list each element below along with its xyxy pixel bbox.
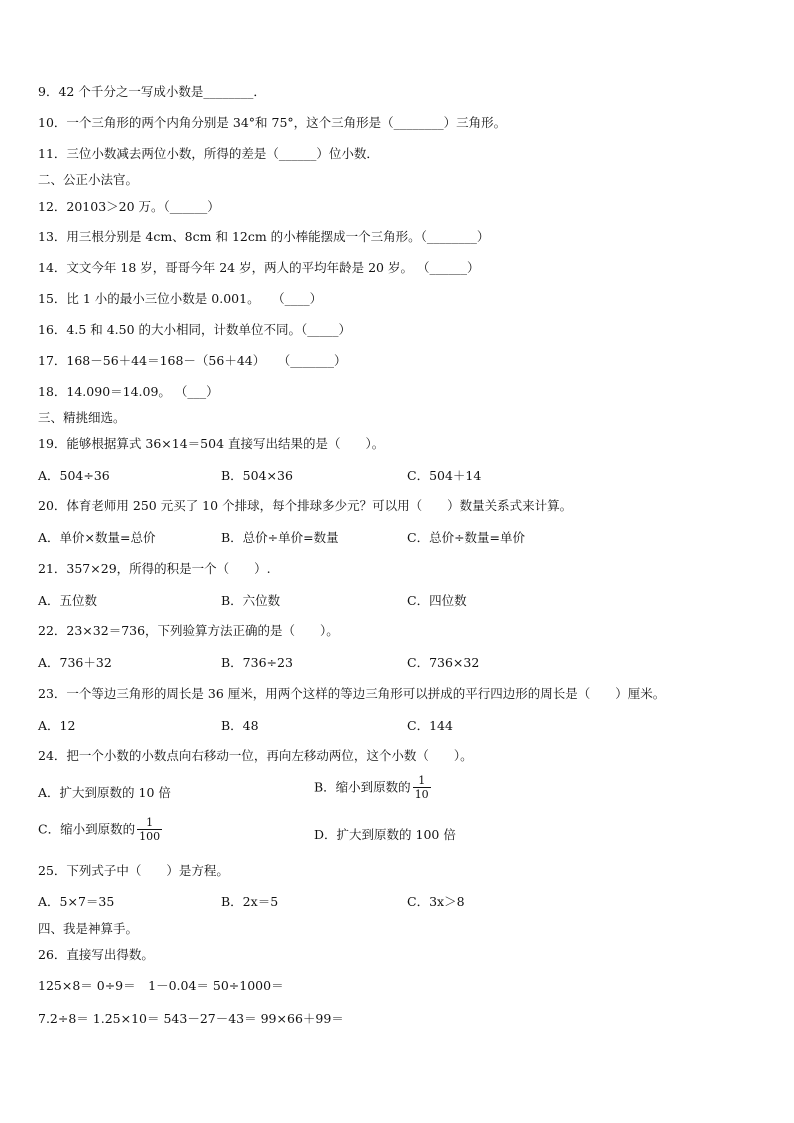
option-25-b: B．2x＝5 bbox=[221, 894, 279, 909]
question-9: 9．42 个千分之一写成小数是________． bbox=[38, 84, 266, 99]
option-19-a: A．504÷36 bbox=[38, 468, 110, 483]
option-24-b-text: B．缩小到原数的 bbox=[314, 779, 411, 795]
option-23-b: B．48 bbox=[221, 718, 259, 733]
question-13: 13．用三根分别是 4cm、8cm 和 12cm 的小棒能摆成一个三角形。（________） bbox=[38, 229, 490, 244]
option-21-b: B．六位数 bbox=[221, 593, 281, 608]
option-22-b: B．736÷23 bbox=[221, 655, 293, 670]
option-19-c: C．504＋14 bbox=[407, 468, 482, 483]
fraction-numerator: 1 bbox=[418, 774, 426, 787]
question-21: 21．357×29，所得的积是一个（ ）. bbox=[38, 561, 271, 576]
option-24-c-text: C．缩小到原数的 bbox=[38, 821, 136, 837]
question-26: 26．直接写出得数。 bbox=[38, 947, 154, 962]
option-24-c bbox=[38, 816, 162, 843]
calc-row-1: 125×8＝ 0÷9＝ 1－0.04＝ 50÷1000＝ bbox=[38, 978, 284, 993]
option-24-a: A．扩大到原数的 10 倍 bbox=[38, 785, 171, 800]
option-20-a: A．单价×数量=总价 bbox=[38, 530, 156, 545]
section-2-title: 二、公正小法官。 bbox=[38, 172, 139, 187]
option-20-c: C．总价÷数量=单价 bbox=[407, 530, 526, 545]
option-25-c: C．3x＞8 bbox=[407, 894, 465, 909]
fraction-numerator: 1 bbox=[146, 816, 154, 829]
fraction-1-10 bbox=[413, 774, 431, 801]
option-21-a: A．五位数 bbox=[38, 593, 98, 608]
question-23: 23．一个等边三角形的周长是 36 厘米，用两个这样的等边三角形可以拼成的平行四边形的周长是（ ）厘米。 bbox=[38, 686, 666, 701]
question-15: 15．比 1 小的最小三位小数是 0.001。 （____） bbox=[38, 291, 323, 306]
question-12: 12．20103＞20 万。（______） bbox=[38, 199, 220, 214]
question-10: 10．一个三角形的两个内角分别是 34°和 75°，这个三角形是（________）三角形。 bbox=[38, 115, 507, 130]
question-19: 19．能够根据算式 36×14＝504 直接写出结果的是（ ）。 bbox=[38, 436, 385, 451]
option-24-d: D．扩大到原数的 100 倍 bbox=[314, 827, 456, 842]
question-14: 14．文文今年 18 岁，哥哥今年 24 岁，两人的平均年龄是 20 岁。 （______） bbox=[38, 260, 480, 275]
question-22: 22．23×32＝736，下列验算方法正确的是（ ）。 bbox=[38, 623, 339, 638]
question-18: 18．14.090＝14.09。 （___） bbox=[38, 384, 219, 399]
option-21-c: C．四位数 bbox=[407, 593, 467, 608]
option-25-a: A．5×7＝35 bbox=[38, 894, 115, 909]
question-17: 17．168－56＋44＝168－（56＋44） （_______） bbox=[38, 353, 347, 368]
option-22-a: A．736＋32 bbox=[38, 655, 112, 670]
fraction-denominator: 10 bbox=[414, 788, 429, 801]
option-19-b: B．504×36 bbox=[221, 468, 293, 483]
section-3-title: 三、精挑细选。 bbox=[38, 410, 126, 425]
question-25: 25．下列式子中（ ）是方程。 bbox=[38, 863, 229, 878]
option-24-b bbox=[314, 774, 431, 801]
calc-row-2: 7.2÷8＝ 1.25×10＝ 543－27－43＝ 99×66＋99＝ bbox=[38, 1011, 344, 1026]
question-24: 24．把一个小数的小数点向右移动一位，再向左移动两位，这个小数（ ）。 bbox=[38, 748, 473, 763]
question-20: 20．体育老师用 250 元买了 10 个排球，每个排球多少元？可以用（ ）数量关系式来计算。 bbox=[38, 498, 573, 513]
option-22-c: C．736×32 bbox=[407, 655, 480, 670]
section-4-title: 四、我是神算手。 bbox=[38, 921, 139, 936]
option-20-b: B．总价÷单价=数量 bbox=[221, 530, 339, 545]
option-23-c: C．144 bbox=[407, 718, 453, 733]
fraction-denominator: 100 bbox=[139, 830, 161, 843]
fraction-1-100 bbox=[137, 816, 162, 843]
option-23-a: A．12 bbox=[38, 718, 76, 733]
question-11: 11．三位小数减去两位小数，所得的差是（______）位小数． bbox=[38, 146, 379, 161]
question-16: 16．4.5 和 4.50 的大小相同，计数单位不同。（_____） bbox=[38, 322, 352, 337]
